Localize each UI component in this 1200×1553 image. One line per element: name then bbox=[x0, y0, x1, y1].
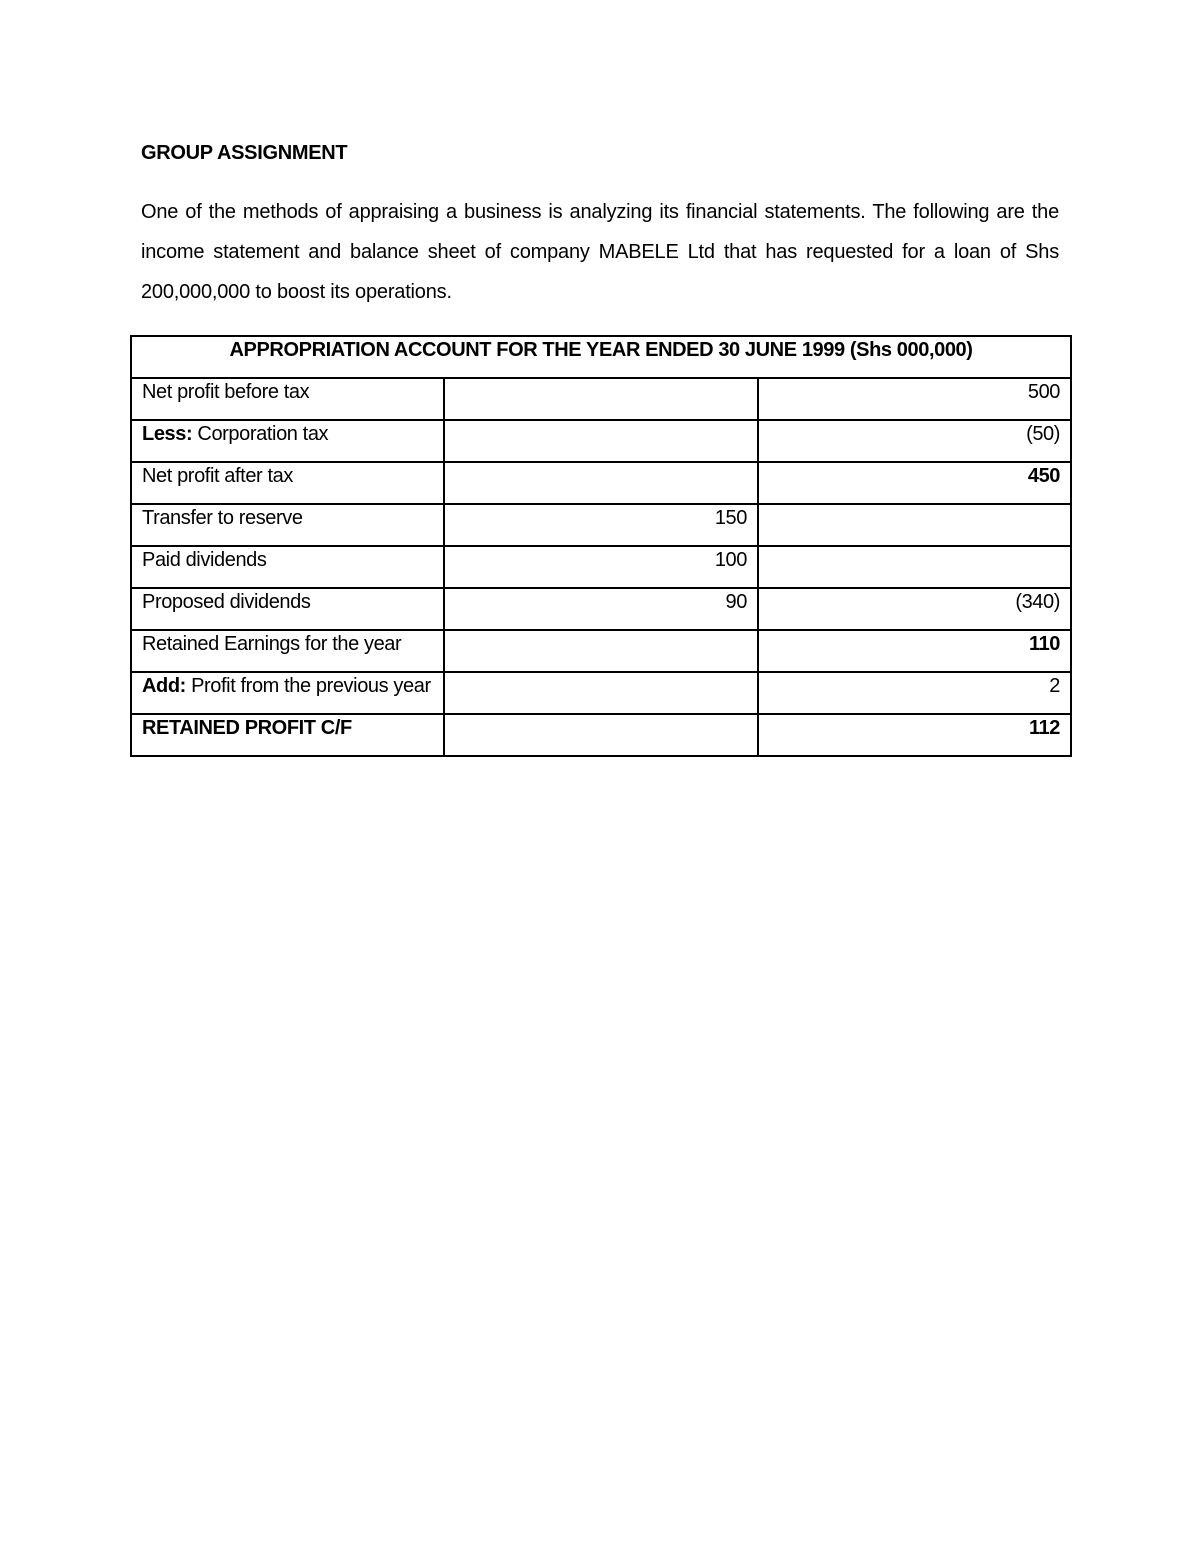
table-row bbox=[131, 504, 1071, 546]
row-label-text: Corporation tax bbox=[192, 423, 329, 445]
table-row bbox=[131, 672, 1071, 714]
row-label bbox=[131, 420, 444, 462]
row-label-prefix: Add: bbox=[142, 675, 186, 697]
row-subtotal: 90 bbox=[444, 588, 758, 630]
row-total: 2 bbox=[758, 672, 1071, 714]
row-label-text: Proposed dividends bbox=[142, 591, 311, 613]
row-total: (340) bbox=[758, 588, 1071, 630]
row-subtotal bbox=[444, 420, 758, 462]
table-row bbox=[131, 630, 1071, 672]
row-label bbox=[131, 672, 444, 714]
row-label-text: Paid dividends bbox=[142, 549, 267, 571]
table-row bbox=[131, 420, 1071, 462]
row-label-text: Transfer to reserve bbox=[142, 507, 303, 529]
row-total bbox=[758, 546, 1071, 588]
table-row bbox=[131, 378, 1071, 420]
row-label-prefix: Less: bbox=[142, 423, 193, 445]
row-label bbox=[131, 714, 444, 756]
row-subtotal: 100 bbox=[444, 546, 758, 588]
row-label-text: Net profit before tax bbox=[142, 381, 310, 403]
row-label bbox=[131, 588, 444, 630]
row-label bbox=[131, 504, 444, 546]
row-label-text: RETAINED PROFIT C/F bbox=[142, 717, 352, 739]
table-row bbox=[131, 462, 1071, 504]
table-title-row bbox=[131, 336, 1071, 378]
row-subtotal bbox=[444, 630, 758, 672]
row-label-text: Retained Earnings for the year bbox=[142, 633, 402, 655]
row-label bbox=[131, 546, 444, 588]
row-total: 112 bbox=[758, 714, 1071, 756]
table-row bbox=[131, 714, 1071, 756]
table-title: APPROPRIATION ACCOUNT FOR THE YEAR ENDED 30 JUNE 1999 (Shs 000,000) bbox=[131, 336, 1071, 378]
row-total bbox=[758, 504, 1071, 546]
row-label-text: Profit from the previous year bbox=[185, 675, 431, 697]
appropriation-table bbox=[130, 335, 1072, 757]
row-label-text: Net profit after tax bbox=[142, 465, 293, 487]
row-label bbox=[131, 630, 444, 672]
row-subtotal bbox=[444, 462, 758, 504]
intro-paragraph: One of the methods of appraising a business is analyzing its financial statements. The following are the income statement and balance sheet of company MABELE Ltd that has requested for a loan of Shs 200,000,000 to boost its operations. bbox=[141, 201, 1059, 303]
row-label bbox=[131, 462, 444, 504]
row-label bbox=[131, 378, 444, 420]
row-total: 500 bbox=[758, 378, 1071, 420]
assignment-heading: GROUP ASSIGNMENT bbox=[141, 142, 348, 164]
table-row bbox=[131, 588, 1071, 630]
row-subtotal: 150 bbox=[444, 504, 758, 546]
row-total: 450 bbox=[758, 462, 1071, 504]
row-total: 110 bbox=[758, 630, 1071, 672]
row-subtotal bbox=[444, 378, 758, 420]
table-row bbox=[131, 546, 1071, 588]
row-subtotal bbox=[444, 672, 758, 714]
row-total: (50) bbox=[758, 420, 1071, 462]
row-subtotal bbox=[444, 714, 758, 756]
